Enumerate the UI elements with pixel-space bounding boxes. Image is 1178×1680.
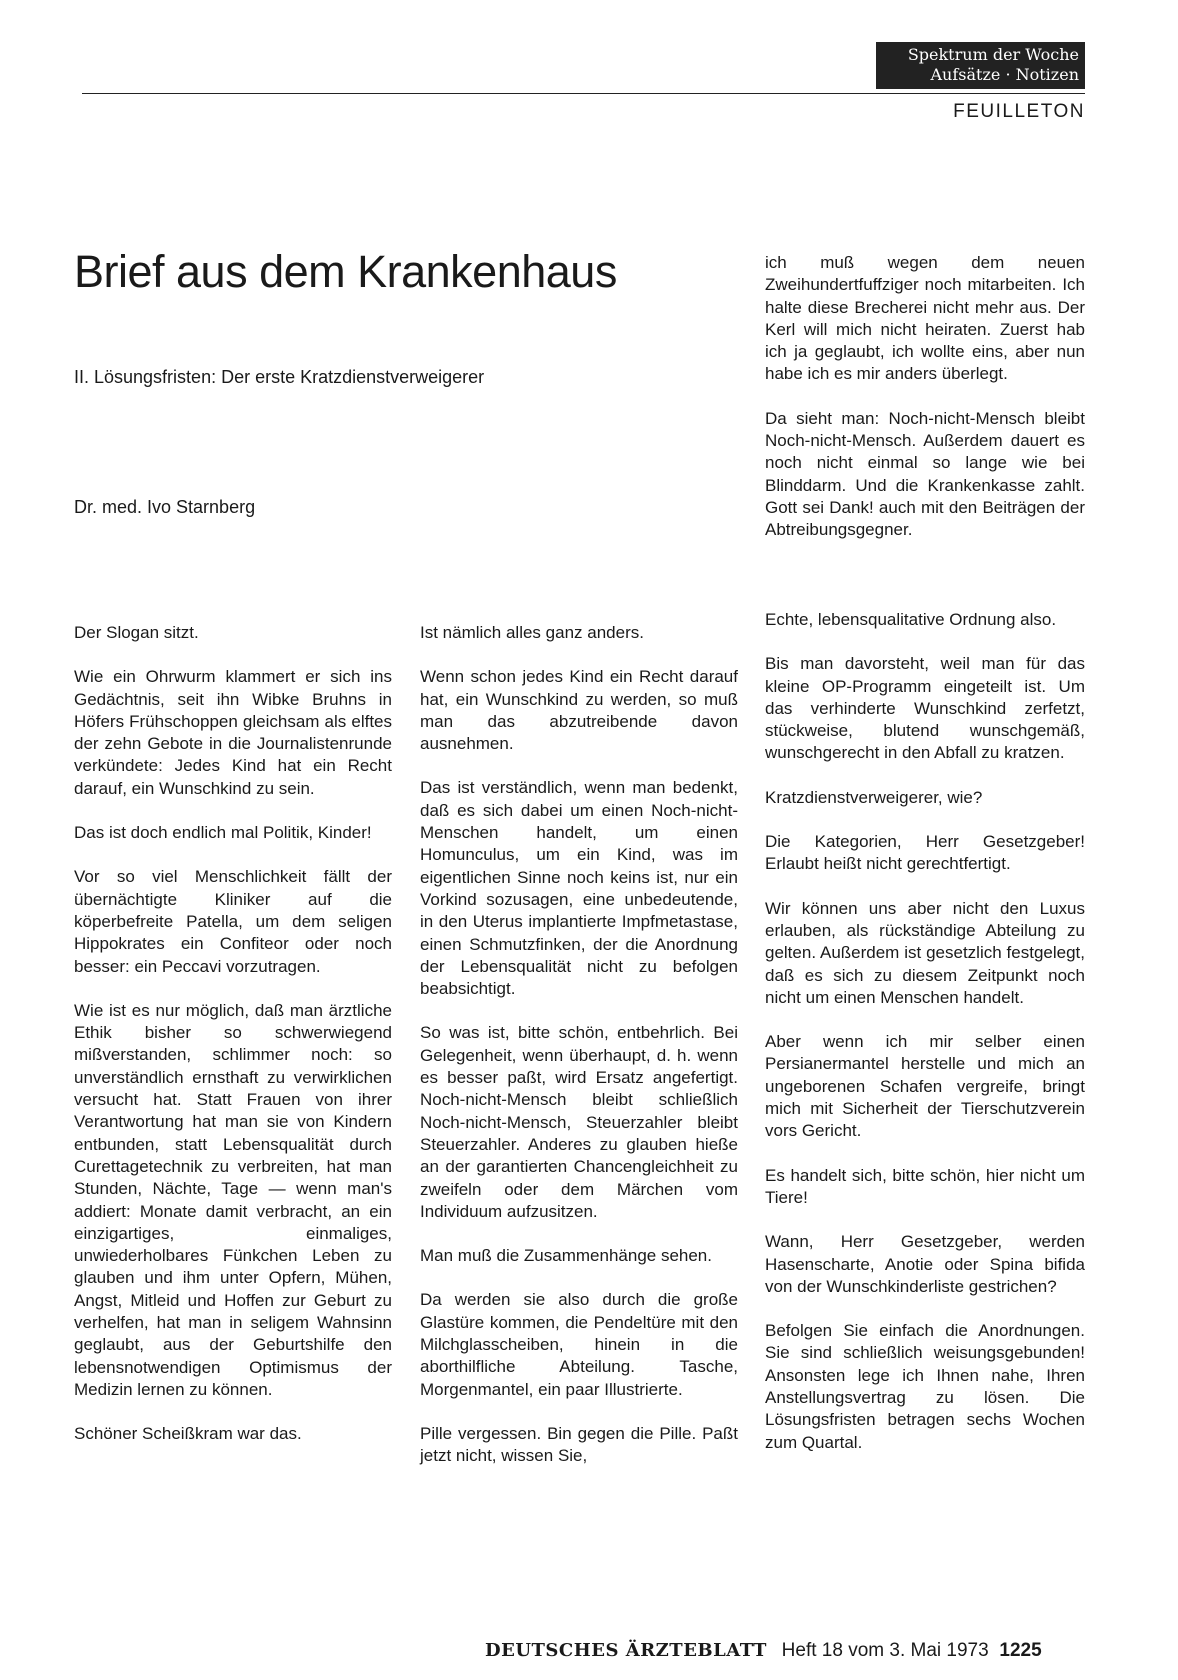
paragraph: Das ist verständlich, wenn man bedenkt, daß es sich dabei um einen Noch-nicht-Menschen handelt, um einen Homunculus, um ein Kind, was im eigentlichen Sinne noch keins ist, nur ein Vorkind sozusagen, eine unbedeutende, in den Uterus implantierte Impfmetastase, einen Schmutzfinken, der die Anordnung der Lebensqualität nicht zu befolgen beabsichtigt. xyxy=(420,778,738,999)
paragraph: Bis man davorsteht, weil man für das kleine OP-Programm eingeteilt ist. Um das verhinderte Wunschkind zerfetzt, stückweise, blutend wunschgemäß, wunschgerecht in den Abfall zu kratzen. xyxy=(765,654,1085,763)
paragraph: Wann, Herr Gesetzgeber, werden Hasenscharte, Anotie oder Spina bifida von der Wunschkinderliste gestrichen? xyxy=(765,1232,1085,1296)
issue-info: Heft 18 vom 3. Mai 1973 xyxy=(781,1640,989,1661)
header-rule xyxy=(82,93,1085,94)
text-column-1 xyxy=(74,622,392,1468)
paragraph: Pille vergessen. Bin gegen die Pille. Paßt jetzt nicht, wissen Sie, xyxy=(420,1423,738,1466)
publication-name: DEUTSCHES ÄRZTEBLATT xyxy=(485,1640,767,1661)
paragraph: Aber wenn ich mir selber einen Persianermantel herstelle und mich an ungeborenen Schafen vergreife, bringt mich mit Sicherheit der Tierschutzverein vors Gericht. xyxy=(765,1032,1085,1141)
badge-line-1: Spektrum der Woche xyxy=(907,45,1079,64)
text-column-3 xyxy=(765,609,1085,1476)
paragraph: Man muß die Zusammenhänge sehen. xyxy=(420,1246,712,1266)
paragraph: Wir können uns aber nicht den Luxus erlauben, als rückständige Abteilung zu gelten. Außerdem ist gesetzlich festgelegt, daß es sich zu diesem Zeitpunkt noch nicht um einen Menschen handelt. xyxy=(765,898,1085,1007)
paragraph: Es handelt sich, bitte schön, hier nicht um Tiere! xyxy=(765,1165,1085,1207)
paragraph: ich muß wegen dem neuen Zweihundertfuffziger noch mitarbeiten. Ich halte diese Brecherei nicht mehr aus. Der Kerl will mich nicht heiraten. Zuerst hab ich ja geglaubt, ich wollte eins, aber nun habe ich es mir anders überlegt. xyxy=(765,253,1085,384)
section-badge xyxy=(876,42,1085,89)
paragraph: Wie ist es nur möglich, daß man ärztliche Ethik bisher so schwerwiegend mißverstanden, schlimmer noch: so unverständlich ernsthaft zu verwirklichen versucht hat. Statt Frauen von ihrer Verantwortung hat man sie von Kindern entbunden, statt Lebensqualität durch Curettagetechnik zu verbreiten, hat man Stunden, Nächte, Tage — wenn man's addiert: Monate damit verbracht, an ein einzigartiges, einmaliges, unwiederholbares Fünkchen Leben zu glauben und ihm unter Opfern, Mühen, Angst, Mitleid und Hoffen zur Geburt zu verhelfen, hat man in seligem Wahnsinn geglaubt, aus der Geburtshilfe den lebensnotwendigen Optimismus der Medizin lernen zu können. xyxy=(74,1000,392,1399)
paragraph: So was ist, bitte schön, entbehrlich. Bei Gelegenheit, wenn überhaupt, d. h. wenn es besser paßt, wird Ersatz angefertigt. Noch-nicht-Mensch bleibt schließlich Noch-nicht-Mensch, Steuerzahler bleibt Steuerzahler. Anderes zu glauben hieße an der garantierten Chancengleichheit zu zweifeln oder dem Märchen vom Individuum aufzusitzen. xyxy=(420,1023,738,1221)
text-column-3-top xyxy=(765,252,1085,564)
paragraph: Wenn schon jedes Kind ein Recht darauf hat, ein Wunschkind zu werden, so muß man das abzutreibende davon ausnehmen. xyxy=(420,667,738,754)
paragraph: Ist nämlich alles ganz anders. xyxy=(420,623,644,642)
paragraph: Da werden sie also durch die große Glastüre kommen, die Pendeltüre mit den Milchglasscheiben, hinein in die aborthilfliche Abteilung. Tasche, Morgenmantel, ein paar Illustrierte. xyxy=(420,1290,738,1399)
paragraph: Wie ein Ohrwurm klammert er sich ins Gedächtnis, seit ihn Wibke Bruhns in Höfers Frühschoppen gleichsam als elftes der zehn Gebote in die Journalistenrunde verkündete: Jedes Kind hat ein Recht darauf, ein Wunschkind zu sein. xyxy=(74,667,392,798)
article-author: Dr. med. Ivo Starnberg xyxy=(74,497,256,517)
article-title: Brief aus dem Krankenhaus xyxy=(74,246,617,297)
paragraph: Kratzdienstverweigerer, wie? xyxy=(765,787,983,807)
page-footer xyxy=(485,1640,1042,1662)
paragraph: Befolgen Sie einfach die Anordnungen. Sie sind schließlich weisungsgebunden! Ansonsten lege ich Ihnen nahe, Ihren Anstellungsvertrag zu lösen. Die Lösungsfristen betragen sechs Wochen zum Quartal. xyxy=(765,1321,1085,1452)
paragraph: Schöner Scheißkram war das. xyxy=(74,1424,302,1444)
section-label: FEUILLETON xyxy=(953,101,1085,122)
paragraph: Der Slogan sitzt. xyxy=(74,623,199,642)
paragraph: Da sieht man: Noch-nicht-Mensch bleibt Noch-nicht-Mensch. Außerdem dauert es noch nicht einmal so lange wie bei Blinddarm. Und die Krankenkasse zahlt. Gott sei Dank! auch mit den Beiträgen der Abtreibungsgegner. xyxy=(765,408,1085,540)
badge-line-2: Aufsätze · Notizen xyxy=(930,65,1079,84)
text-column-2 xyxy=(420,622,738,1490)
paragraph: Das ist doch endlich mal Politik, Kinder! xyxy=(74,823,372,843)
paragraph: Die Kategorien, Herr Gesetzgeber! Erlaubt heißt nicht gerechtfertigt. xyxy=(765,832,1085,874)
article-subtitle: II. Lösungsfristen: Der erste Kratzdienstverweigerer xyxy=(74,367,485,387)
paragraph: Echte, lebensqualitative Ordnung also. xyxy=(765,610,1057,629)
paragraph: Vor so viel Menschlichkeit fällt der übernächtigte Kliniker auf die köperbefreite Patella, um dem seligen Hippokrates ein Confiteor oder noch besser: ein Peccavi vorzutragen. xyxy=(74,867,392,976)
page-number: 1225 xyxy=(999,1640,1042,1661)
